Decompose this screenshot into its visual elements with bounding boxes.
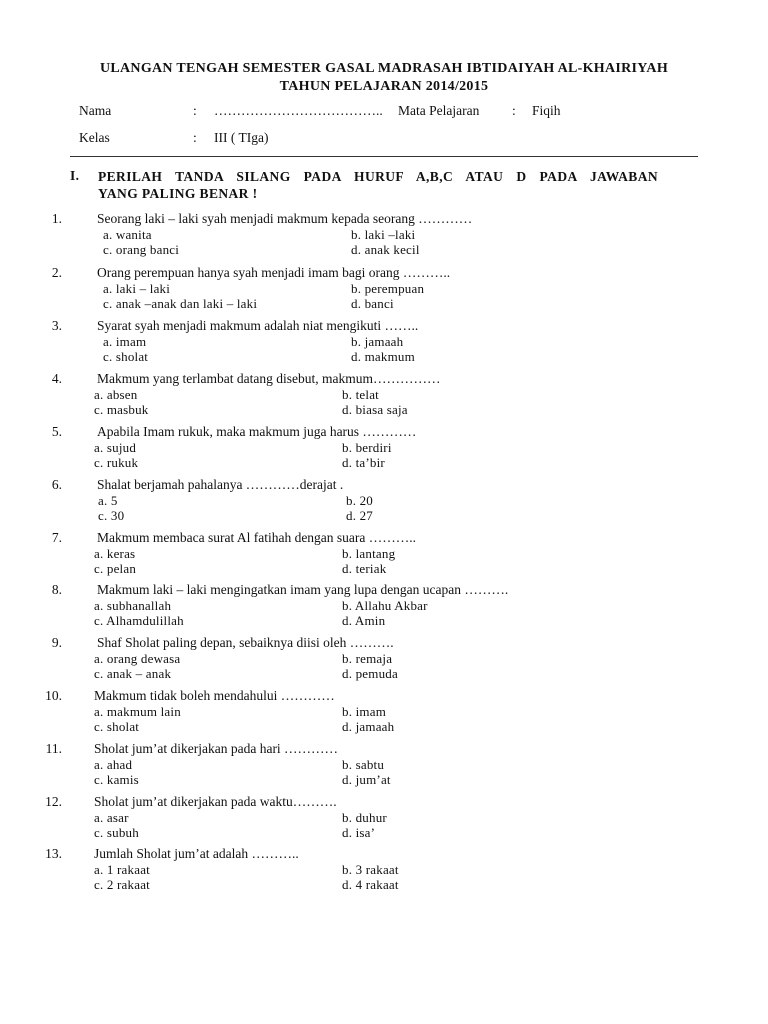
question-text-8: Makmum laki – laki mengingatkan imam yang lupa dengan ucapan ………. (97, 582, 509, 597)
question-10-option-b: b. imam (342, 704, 387, 719)
section-text (98, 168, 658, 202)
question-3-option-b: b. jamaah (351, 334, 404, 349)
question-3-option-c: c. sholat (103, 349, 149, 364)
question-number-4: 4. (51, 371, 62, 386)
kelas-label: Kelas (79, 130, 110, 145)
exam-title: ULANGAN TENGAH SEMESTER GASAL MADRASAH IBTIDAIYAH AL-KHAIRIYAH (99, 61, 669, 76)
section-line2: YANG PALING BENAR ! (98, 186, 258, 201)
question-text-9: Shaf Sholat paling depan, sebaiknya diisi oleh ………. (97, 635, 394, 650)
question-10-option-c: c. sholat (94, 719, 140, 734)
question-1-option-a: a. wanita (103, 227, 152, 242)
question-1-option-d: d. anak kecil (351, 242, 420, 257)
question-number-12: 12. (45, 794, 62, 809)
question-5-option-b: b. berdiri (342, 440, 392, 455)
question-8-option-b: b. Allahu Akbar (342, 598, 428, 613)
question-9-option-b: b. remaja (342, 651, 393, 666)
question-number-10: 10. (45, 688, 62, 703)
question-text-2: Orang perempuan hanya syah menjadi imam bagi orang ……….. (97, 265, 451, 280)
question-8-option-a: a. subhanallah (94, 598, 172, 613)
question-13-option-b: b. 3 rakaat (342, 862, 399, 877)
mapel-value: Fiqih (532, 103, 561, 118)
question-6-option-b: b. 20 (346, 493, 373, 508)
question-2-option-c: c. anak –anak dan laki – laki (103, 296, 258, 311)
question-13-option-c: c. 2 rakaat (94, 877, 150, 892)
kelas-colon: : (193, 130, 197, 145)
question-number-5: 5. (51, 424, 62, 439)
question-2-option-d: d. banci (351, 296, 394, 311)
question-text-6: Shalat berjamah pahalanya …………derajat . (97, 477, 344, 492)
question-12-option-d: d. isa’ (342, 825, 376, 840)
section-number: I. (70, 168, 80, 183)
question-number-3: 3. (51, 318, 62, 333)
exam-year: TAHUN PELAJARAN 2014/2015 (279, 79, 489, 94)
question-2-option-a: a. laki – laki (103, 281, 171, 296)
question-number-1: 1. (51, 211, 62, 226)
question-9-option-d: d. pemuda (342, 666, 398, 681)
question-4-option-d: d. biasa saja (342, 402, 408, 417)
question-2-option-b: b. perempuan (351, 281, 425, 296)
question-text-5: Apabila Imam rukuk, maka makmum juga harus ………… (97, 424, 417, 439)
question-number-6: 6. (51, 477, 62, 492)
nama-label: Nama (79, 103, 112, 118)
question-5-option-a: a. sujud (94, 440, 137, 455)
question-11-option-c: c. kamis (94, 772, 139, 787)
question-number-11: 11. (45, 741, 62, 756)
question-6-option-c: c. 30 (98, 508, 125, 523)
question-text-13: Jumlah Sholat jum’at adalah ……….. (94, 846, 299, 861)
question-text-3: Syarat syah menjadi makmum adalah niat mengikuti …….. (97, 318, 419, 333)
header-divider (70, 156, 698, 157)
question-7-option-b: b. lantang (342, 546, 396, 561)
question-text-1: Seorang laki – laki syah menjadi makmum kepada seorang ………… (97, 211, 473, 226)
question-4-option-a: a. absen (94, 387, 138, 402)
question-13-option-a: a. 1 rakaat (94, 862, 150, 877)
question-12-option-c: c. subuh (94, 825, 139, 840)
nama-colon: : (193, 103, 197, 118)
question-number-9: 9. (51, 635, 62, 650)
question-9-option-a: a. orang dewasa (94, 651, 181, 666)
question-3-option-a: a. imam (103, 334, 147, 349)
mapel-colon: : (512, 103, 516, 118)
question-6-option-a: a. 5 (98, 493, 118, 508)
question-3-option-d: d. makmum (351, 349, 415, 364)
question-12-option-a: a. asar (94, 810, 129, 825)
question-13-option-d: d. 4 rakaat (342, 877, 399, 892)
question-8-option-c: c. Alhamdulillah (94, 613, 184, 628)
question-text-4: Makmum yang terlambat datang disebut, makmum…………… (97, 371, 441, 386)
question-1-option-c: c. orang banci (103, 242, 180, 257)
question-text-10: Makmum tidak boleh mendahului ………… (94, 688, 335, 703)
question-4-option-b: b. telat (342, 387, 379, 402)
question-10-option-d: d. jamaah (342, 719, 395, 734)
question-9-option-c: c. anak – anak (94, 666, 172, 681)
kelas-value: III ( TIga) (214, 130, 269, 145)
question-5-option-d: d. ta’bir (342, 455, 385, 470)
question-text-12: Sholat jum’at dikerjakan pada waktu………. (94, 794, 337, 809)
question-5-option-c: c. rukuk (94, 455, 139, 470)
question-number-8: 8. (51, 582, 62, 597)
question-8-option-d: d. Amin (342, 613, 386, 628)
question-10-option-a: a. makmum lain (94, 704, 181, 719)
question-11-option-d: d. jum’at (342, 772, 391, 787)
question-12-option-b: b. duhur (342, 810, 387, 825)
question-11-option-b: b. sabtu (342, 757, 385, 772)
question-text-11: Sholat jum’at dikerjakan pada hari ………… (94, 741, 339, 756)
question-number-13: 13. (45, 846, 62, 861)
question-4-option-c: c. masbuk (94, 402, 149, 417)
question-7-option-a: a. keras (94, 546, 136, 561)
question-6-option-d: d. 27 (346, 508, 373, 523)
question-1-option-b: b. laki –laki (351, 227, 416, 242)
mapel-label: Mata Pelajaran (398, 103, 480, 118)
question-7-option-c: c. pelan (94, 561, 137, 576)
question-11-option-a: a. ahad (94, 757, 133, 772)
question-number-2: 2. (51, 265, 62, 280)
nama-value: ……………………………….. (214, 103, 383, 118)
section-line1: PERILAH TANDA SILANG PADA HURUF A,B,C ATAU D PADA JAWABAN (98, 169, 658, 184)
question-number-7: 7. (51, 530, 62, 545)
question-text-7: Makmum membaca surat Al fatihah dengan suara ……….. (97, 530, 417, 545)
question-7-option-d: d. teriak (342, 561, 387, 576)
